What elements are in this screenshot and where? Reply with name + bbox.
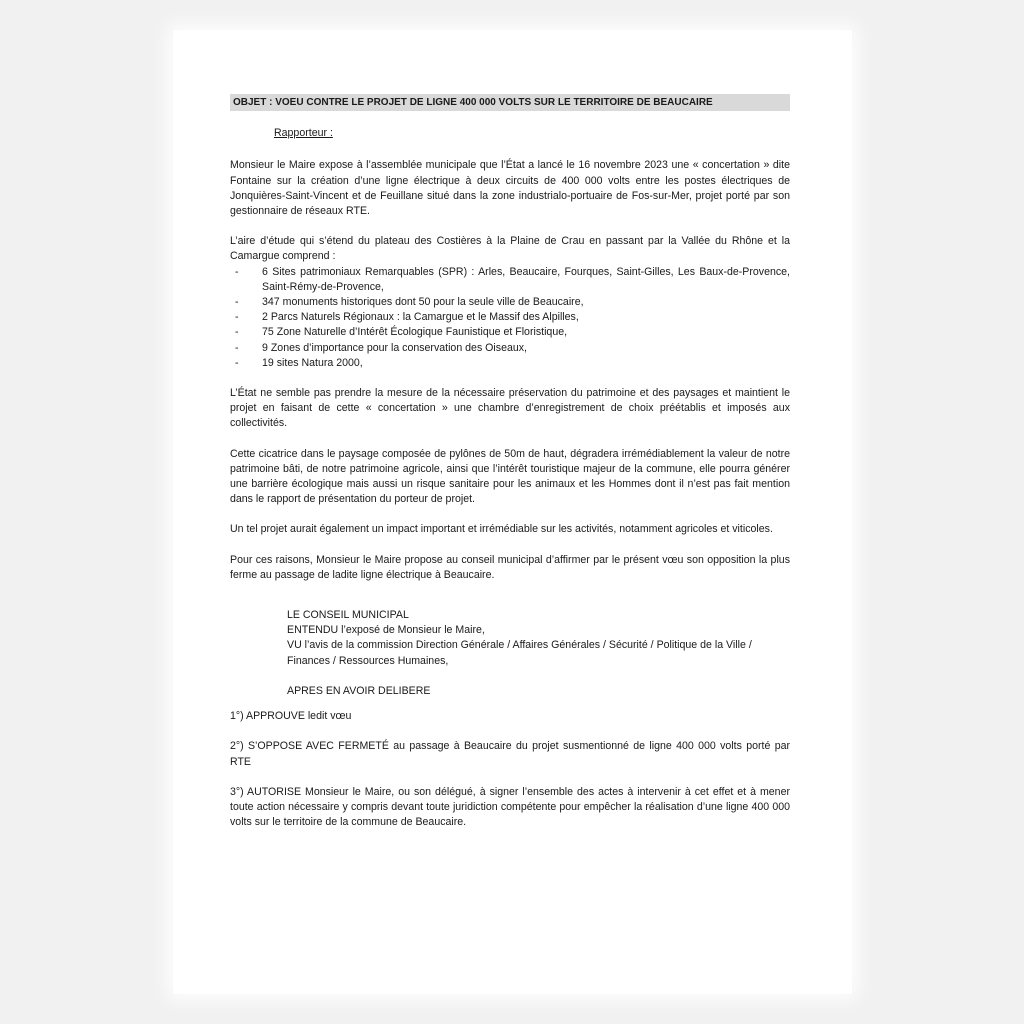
dash-bullet: - [235,296,239,309]
subject-heading: OBJET : VOEU CONTRE LE PROJET DE LIGNE 400 000 VOLTS SUR LE TERRITOIRE DE BEAUCAIRE [230,94,790,111]
list-item [230,295,790,310]
list-item-text: 6 Sites patrimoniaux Remarquables (SPR) : Arles, Beaucaire, Fourques, Saint-Gilles, Les Baux-de-Provence, Saint-Rémy-de-Provence, [262,265,790,293]
council-block [287,608,790,699]
paragraph-landscape: Cette cicatrice dans le paysage composée de pylônes de 50m de haut, dégradera irrémédiablement la valeur de notre patrimoine bâti, de notre patrimoine agricole, ainsi que l’intérêt touristique majeur de la commune, elle pourra générer une barrière écologique mais aussi un risque sanitaire pour les animaux et les Hommes dont il n’est pas fait mention dans le rapport de présentation du porteur de projet. [230,447,790,506]
list-item [230,356,790,371]
dash-bullet: - [235,311,239,324]
list-item-text: 2 Parcs Naturels Régionaux : la Camargue et le Massif des Alpilles, [262,311,579,324]
list-item-text: 347 monuments historiques dont 50 pour la seule ville de Beaucaire, [262,296,584,309]
list-item-text: 19 sites Natura 2000, [262,356,363,369]
council-seen: VU l’avis de la commission Direction Générale / Affaires Générales / Sécurité / Politique de la Ville / Finances / Ressources Humaines, [287,639,752,667]
paragraph-study-area: L’aire d’étude qui s’étend du plateau des Costières à la Plaine de Crau en passant par la Vallée du Rhône et la Camargue comprend : [230,235,790,263]
list-item [230,341,790,356]
council-title: LE CONSEIL MUNICIPAL [287,609,409,622]
list-item [230,310,790,325]
council-deliberated: APRES EN AVOIR DELIBERE [287,684,431,697]
paragraph-intro: Monsieur le Maire expose à l’assemblée municipale que l’État a lancé le 16 novembre 2023 une « concertation » dite Fontaine sur la création d’une ligne électrique à deux circuits de 400 000 volts entre les postes électriques de Jonquières-Saint-Vincent et de Feuillane situé dans la zone industrialo-portuaire de Fos-sur-Mer, projet porté par son gestionnaire de réseaux RTE. [230,159,790,218]
decision-authorize: 3°) AUTORISE Monsieur le Maire, ou son délégué, à signer l’ensemble des actes à intervenir à cet effet et à mener toute action nécessaire y compris devant toute juridiction compétente pour empêcher la réalisation d’une ligne 400 000 volts sur le territoire de la commune de Beaucaire. [230,785,790,829]
dash-bullet: - [235,265,239,278]
paragraph-state: L’État ne semble pas prendre la mesure de la nécessaire préservation du patrimoine et des paysages et maintient le projet en faisant de cette « concertation » une chambre d’enregistrement de choix préétablis et imposés aux collectivités. [230,387,790,430]
spacer [287,669,790,684]
list-item [230,265,790,295]
dash-bullet: - [235,341,239,354]
council-heard: ENTENDU l’exposé de Monsieur le Maire, [287,624,485,637]
study-area-list [230,265,790,371]
document-page [173,30,852,994]
rapporteur-label: Rapporteur : [274,127,333,140]
list-item-text: 75 Zone Naturelle d’Intérêt Écologique Faunistique et Floristique, [262,326,568,339]
decision-approve: 1°) APPROUVE ledit vœu [230,710,352,723]
list-item-text: 9 Zones d’importance pour la conservation des Oiseaux, [262,341,527,354]
paragraph-proposal: Pour ces raisons, Monsieur le Maire propose au conseil municipal d’affirmer par le présent vœu son opposition la plus ferme au passage de ladite ligne électrique à Beaucaire. [230,553,790,581]
list-item [230,325,790,340]
document-body [230,94,790,845]
paragraph-impact: Un tel projet aurait également un impact important et irrémédiable sur les activités, notamment agricoles et viticoles. [230,523,773,536]
dash-bullet: - [235,356,239,369]
decision-oppose: 2°) S’OPPOSE AVEC FERMETÉ au passage à Beaucaire du projet susmentionné de ligne 400 000 volts porté par RTE [230,740,790,768]
dash-bullet: - [235,326,239,339]
